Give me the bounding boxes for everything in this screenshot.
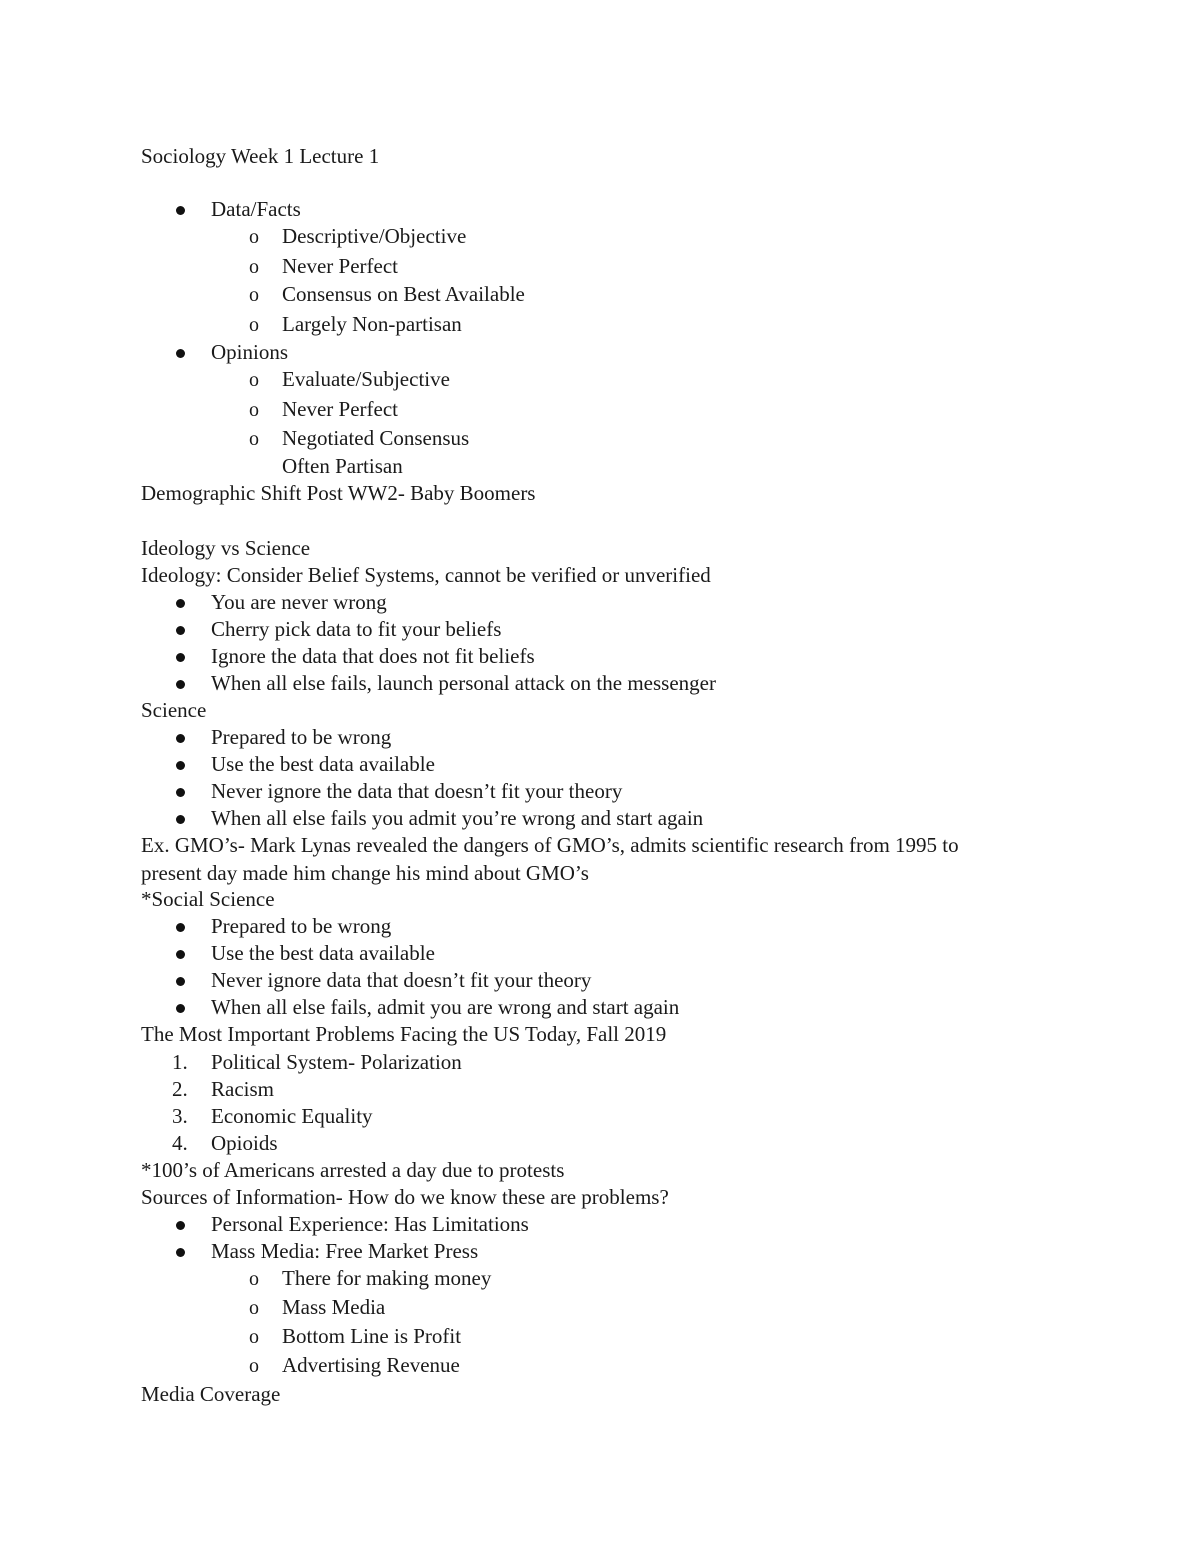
sub-bullet-icon: o [249,284,259,306]
sub-bullet-icon: o [249,256,259,278]
list-item: When all else fails, launch personal attack on the messenger [211,671,716,695]
list-item: Never ignore the data that doesn’t fit your theory [211,779,623,803]
bullet-icon [176,626,185,635]
bullet-icon [176,734,185,743]
sub-list-item: Negotiated Consensus [282,426,470,450]
bullet-icon [176,977,185,986]
bullet-icon [176,599,185,608]
list-number: 3. [172,1104,188,1128]
note-line: Ideology: Consider Belief Systems, cannot be verified or unverified [141,563,711,587]
sub-list-item: Mass Media [282,1295,386,1319]
bullet-icon [176,1248,185,1257]
sub-list-item: Largely Non-partisan [282,312,462,336]
note-line: Sources of Information- How do we know these are problems? [141,1185,669,1209]
bullet-icon [176,1221,185,1230]
bullet-icon [176,815,185,824]
bullet-icon [176,761,185,770]
sub-list-item: Never Perfect [282,254,399,278]
sub-list-item: Often Partisan [282,454,403,478]
list-item: Mass Media: Free Market Press [211,1239,479,1263]
bullet-icon [176,653,185,662]
list-item: Ignore the data that does not fit beliefs [211,644,535,668]
note-line: Media Coverage [141,1382,281,1406]
list-item: Opinions [211,340,289,364]
list-item: Cherry pick data to fit your beliefs [211,617,502,641]
list-item: Opioids [211,1131,278,1155]
list-item: Use the best data available [211,752,435,776]
list-number: 1. [172,1050,188,1074]
list-item: Use the best data available [211,941,435,965]
list-item: Personal Experience: Has Limitations [211,1212,529,1236]
sub-list-item: Bottom Line is Profit [282,1324,462,1348]
list-item: When all else fails you admit you’re wrong and start again [211,806,704,830]
note-line: *100’s of Americans arrested a day due to protests [141,1158,565,1182]
note-line: Ex. GMO’s- Mark Lynas revealed the dangers of GMO’s, admits scientific research from 1995 to [141,833,959,857]
list-item: Political System- Polarization [211,1050,462,1074]
sub-list-item: Never Perfect [282,397,399,421]
note-line: Demographic Shift Post WW2- Baby Boomers [141,481,536,505]
list-number: 2. [172,1077,188,1101]
bullet-icon [176,923,185,932]
sub-list-item: Consensus on Best Available [282,282,525,306]
list-item: You are never wrong [211,590,387,614]
sub-bullet-icon: o [249,1326,259,1348]
sub-list-item: Descriptive/Objective [282,224,467,248]
document-title: Sociology Week 1 Lecture 1 [141,144,380,168]
bullet-icon [176,206,185,215]
sub-bullet-icon: o [249,428,259,450]
list-item: Prepared to be wrong [211,914,392,938]
list-item: Economic Equality [211,1104,373,1128]
sub-list-item: Advertising Revenue [282,1353,460,1377]
list-number: 4. [172,1131,188,1155]
sub-bullet-icon: o [249,369,259,391]
sub-bullet-icon: o [249,314,259,336]
note-line: Science [141,698,207,722]
bullet-icon [176,950,185,959]
list-item: Racism [211,1077,274,1101]
bullet-icon [176,1004,185,1013]
bullet-icon [176,788,185,797]
sub-bullet-icon: o [249,399,259,421]
note-line: Ideology vs Science [141,536,311,560]
sub-bullet-icon: o [249,1297,259,1319]
list-item: Prepared to be wrong [211,725,392,749]
list-item: Never ignore data that doesn’t fit your theory [211,968,592,992]
sub-list-item: Evaluate/Subjective [282,367,450,391]
list-item: When all else fails, admit you are wrong and start again [211,995,680,1019]
note-line: The Most Important Problems Facing the US Today, Fall 2019 [141,1022,667,1046]
note-line: *Social Science [141,887,275,911]
list-item: Data/Facts [211,197,301,221]
sub-list-item: There for making money [282,1266,492,1290]
note-line: present day made him change his mind about GMO’s [141,861,589,885]
sub-bullet-icon: o [249,1355,259,1377]
bullet-icon [176,349,185,358]
bullet-icon [176,680,185,689]
sub-bullet-icon: o [249,1268,259,1290]
sub-bullet-icon: o [249,226,259,248]
